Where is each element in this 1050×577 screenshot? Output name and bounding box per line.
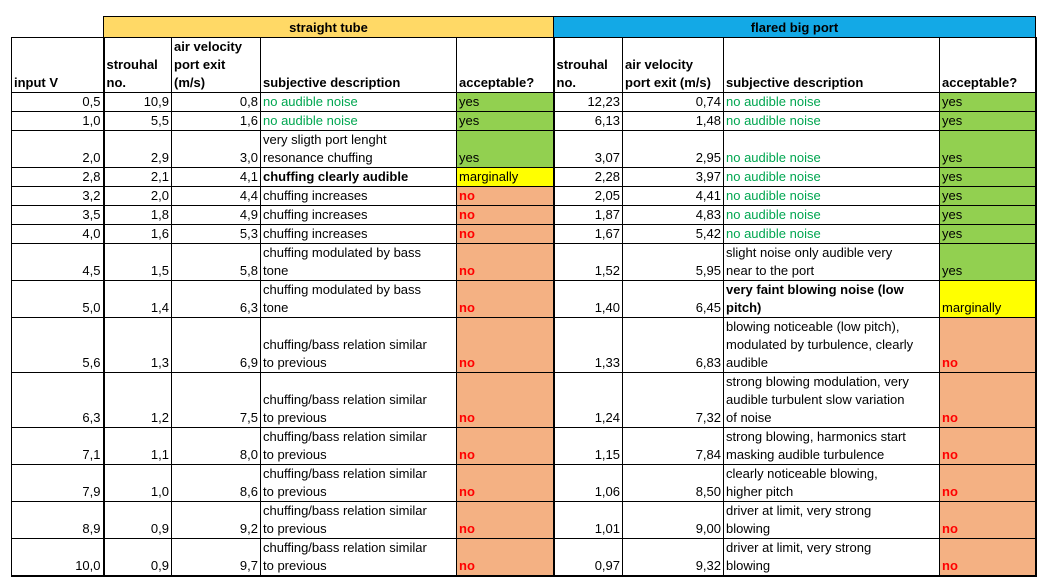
table-row (12, 281, 1036, 318)
cell-acceptable-flared: no (940, 502, 1036, 539)
cell-input-v: 4,0 (12, 225, 104, 244)
description-line: to previous (263, 484, 327, 499)
description-line: to previous (263, 355, 327, 370)
comparison-table (11, 16, 1037, 577)
description-line: resonance chuffing (263, 150, 373, 165)
cell-acceptable-straight: no (457, 281, 554, 318)
cell-air-velocity-straight: 3,0 (172, 131, 261, 168)
description-line: blowing (726, 521, 771, 536)
cell-strouhal-flared: 0,97 (554, 539, 623, 577)
cell-air-velocity-flared: 7,32 (623, 373, 724, 428)
cell-air-velocity-flared: 7,84 (623, 428, 724, 465)
description-line: driver at limit, very strong (726, 540, 872, 555)
table-row (12, 112, 1036, 131)
group-header-straight-tube: straight tube (104, 17, 554, 38)
cell-description-straight (261, 244, 457, 281)
cell-air-velocity-flared: 8,50 (623, 465, 724, 502)
cell-input-v: 7,1 (12, 428, 104, 465)
cell-description-straight (261, 502, 457, 539)
header-line: no. (556, 75, 576, 90)
col-header-strouhal-flared (554, 38, 623, 93)
cell-description-straight (261, 318, 457, 373)
cell-air-velocity-straight: 6,9 (172, 318, 261, 373)
table-row (12, 225, 1036, 244)
description-line: chuffing/bass relation similar (263, 392, 427, 407)
cell-description-straight (261, 112, 457, 131)
col-header-air-velocity-flared (623, 38, 724, 93)
table-row (12, 318, 1036, 373)
cell-air-velocity-flared: 9,00 (623, 502, 724, 539)
cell-acceptable-flared: no (940, 318, 1036, 373)
cell-acceptable-flared: no (940, 428, 1036, 465)
description-line: very faint blowing noise (low (726, 282, 904, 297)
cell-air-velocity-flared: 3,97 (623, 168, 724, 187)
cell-acceptable-straight: no (457, 187, 554, 206)
cell-air-velocity-straight: 0,8 (172, 93, 261, 112)
cell-acceptable-flared: no (940, 539, 1036, 577)
cell-description-flared (724, 206, 940, 225)
cell-strouhal-straight: 10,9 (104, 93, 172, 112)
cell-acceptable-straight: no (457, 502, 554, 539)
table-row (12, 168, 1036, 187)
description-line: no audible noise (263, 113, 358, 128)
cell-description-flared (724, 168, 940, 187)
cell-input-v: 2,8 (12, 168, 104, 187)
cell-strouhal-flared: 6,13 (554, 112, 623, 131)
description-line: to previous (263, 447, 327, 462)
table-row (12, 206, 1036, 225)
cell-description-flared (724, 93, 940, 112)
col-header-subjective-flared: subjective description (724, 38, 940, 93)
cell-description-flared (724, 131, 940, 168)
description-line: strong blowing, harmonics start (726, 429, 906, 444)
col-header-subjective-straight: subjective description (261, 38, 457, 93)
cell-strouhal-flared: 1,01 (554, 502, 623, 539)
cell-air-velocity-flared: 5,42 (623, 225, 724, 244)
description-line: pitch) (726, 300, 762, 315)
header-line: port exit (m/s) (625, 75, 711, 90)
cell-acceptable-straight: no (457, 465, 554, 502)
cell-description-straight (261, 373, 457, 428)
cell-description-straight (261, 131, 457, 168)
cell-input-v: 10,0 (12, 539, 104, 577)
cell-description-flared (724, 281, 940, 318)
cell-input-v: 5,0 (12, 281, 104, 318)
description-line: to previous (263, 410, 327, 425)
description-line: to previous (263, 558, 327, 573)
cell-strouhal-flared: 2,28 (554, 168, 623, 187)
cell-description-flared (724, 244, 940, 281)
description-line: audible turbulent slow variation (726, 392, 905, 407)
cell-description-flared (724, 465, 940, 502)
description-line: clearly noticeable blowing, (726, 466, 878, 481)
cell-acceptable-flared: yes (940, 244, 1036, 281)
cell-description-straight (261, 281, 457, 318)
cell-air-velocity-straight: 9,7 (172, 539, 261, 577)
description-line: chuffing clearly audible (263, 169, 409, 184)
cell-strouhal-straight: 1,1 (104, 428, 172, 465)
cell-air-velocity-straight: 7,5 (172, 373, 261, 428)
cell-strouhal-straight: 1,6 (104, 225, 172, 244)
cell-acceptable-straight: yes (457, 93, 554, 112)
description-line: no audible noise (726, 169, 821, 184)
table-row (12, 502, 1036, 539)
cell-input-v: 2,0 (12, 131, 104, 168)
description-line: no audible noise (726, 207, 821, 222)
description-line: strong blowing modulation, very (726, 374, 909, 389)
cell-description-flared (724, 373, 940, 428)
cell-strouhal-straight: 1,2 (104, 373, 172, 428)
description-line: masking audible turbulence (726, 447, 885, 462)
description-line: tone (263, 263, 289, 278)
header-line: strouhal (556, 57, 608, 72)
description-line: chuffing modulated by bass (263, 282, 422, 297)
cell-description-flared (724, 112, 940, 131)
description-line: chuffing/bass relation similar (263, 429, 427, 444)
cell-strouhal-straight: 1,8 (104, 206, 172, 225)
description-line: of noise (726, 410, 772, 425)
cell-description-flared (724, 318, 940, 373)
description-line: no audible noise (726, 94, 821, 109)
description-line: chuffing/bass relation similar (263, 503, 427, 518)
cell-acceptable-flared: yes (940, 131, 1036, 168)
cell-acceptable-flared: yes (940, 206, 1036, 225)
table-row (12, 131, 1036, 168)
description-line: to previous (263, 521, 327, 536)
cell-air-velocity-straight: 4,9 (172, 206, 261, 225)
description-line: chuffing/bass relation similar (263, 466, 427, 481)
cell-air-velocity-flared: 9,32 (623, 539, 724, 577)
cell-strouhal-straight: 0,9 (104, 539, 172, 577)
table-row (12, 465, 1036, 502)
cell-strouhal-straight: 1,3 (104, 318, 172, 373)
cell-input-v: 3,5 (12, 206, 104, 225)
cell-acceptable-flared: yes (940, 112, 1036, 131)
cell-description-straight (261, 168, 457, 187)
cell-strouhal-straight: 5,5 (104, 112, 172, 131)
cell-description-flared (724, 502, 940, 539)
cell-strouhal-straight: 0,9 (104, 502, 172, 539)
cell-description-flared (724, 428, 940, 465)
cell-air-velocity-straight: 8,6 (172, 465, 261, 502)
cell-description-straight (261, 539, 457, 577)
cell-strouhal-flared: 1,33 (554, 318, 623, 373)
cell-air-velocity-flared: 0,74 (623, 93, 724, 112)
description-line: driver at limit, very strong (726, 503, 872, 518)
cell-description-flared (724, 539, 940, 577)
description-line: no audible noise (726, 188, 821, 203)
cell-air-velocity-flared: 4,83 (623, 206, 724, 225)
cell-air-velocity-straight: 5,8 (172, 244, 261, 281)
description-line: chuffing/bass relation similar (263, 337, 427, 352)
cell-strouhal-flared: 1,15 (554, 428, 623, 465)
cell-strouhal-flared: 1,24 (554, 373, 623, 428)
cell-acceptable-straight: no (457, 428, 554, 465)
description-line: chuffing increases (263, 207, 368, 222)
cell-strouhal-straight: 2,0 (104, 187, 172, 206)
cell-strouhal-flared: 1,40 (554, 281, 623, 318)
cell-input-v: 1,0 (12, 112, 104, 131)
cell-air-velocity-straight: 4,1 (172, 168, 261, 187)
table-row (12, 244, 1036, 281)
description-line: tone (263, 300, 289, 315)
cell-acceptable-flared: marginally (940, 281, 1036, 318)
cell-strouhal-straight: 1,0 (104, 465, 172, 502)
header-line: port exit (174, 57, 226, 72)
cell-air-velocity-flared: 6,45 (623, 281, 724, 318)
cell-strouhal-straight: 2,9 (104, 131, 172, 168)
cell-acceptable-straight: yes (457, 131, 554, 168)
cell-input-v: 4,5 (12, 244, 104, 281)
header-line: air velocity (625, 57, 693, 72)
cell-input-v: 8,9 (12, 502, 104, 539)
col-header-strouhal-straight (104, 38, 172, 93)
cell-strouhal-flared: 1,67 (554, 225, 623, 244)
header-line: (m/s) (174, 75, 206, 90)
cell-strouhal-flared: 1,06 (554, 465, 623, 502)
cell-acceptable-flared: no (940, 465, 1036, 502)
cell-strouhal-straight: 2,1 (104, 168, 172, 187)
cell-input-v: 0,5 (12, 93, 104, 112)
cell-air-velocity-straight: 9,2 (172, 502, 261, 539)
cell-strouhal-straight: 1,5 (104, 244, 172, 281)
description-line: no audible noise (726, 226, 821, 241)
table-row (12, 539, 1036, 577)
cell-acceptable-flared: yes (940, 93, 1036, 112)
table-row (12, 187, 1036, 206)
description-line: no audible noise (263, 94, 358, 109)
cell-acceptable-straight: marginally (457, 168, 554, 187)
cell-air-velocity-flared: 2,95 (623, 131, 724, 168)
col-header-acceptable-straight: acceptable? (457, 38, 554, 93)
cell-acceptable-flared: yes (940, 187, 1036, 206)
cell-description-straight (261, 187, 457, 206)
description-line: blowing noticeable (low pitch), (726, 319, 900, 334)
cell-description-flared (724, 225, 940, 244)
cell-acceptable-straight: yes (457, 112, 554, 131)
cell-air-velocity-straight: 4,4 (172, 187, 261, 206)
cell-acceptable-straight: no (457, 539, 554, 577)
cell-acceptable-straight: no (457, 206, 554, 225)
cell-description-flared (724, 187, 940, 206)
cell-input-v: 3,2 (12, 187, 104, 206)
corner-blank (12, 17, 104, 38)
cell-air-velocity-straight: 1,6 (172, 112, 261, 131)
header-line: strouhal (106, 57, 158, 72)
description-line: no audible noise (726, 113, 821, 128)
cell-strouhal-flared: 1,52 (554, 244, 623, 281)
cell-strouhal-flared: 1,87 (554, 206, 623, 225)
cell-acceptable-flared: yes (940, 225, 1036, 244)
table-row (12, 93, 1036, 112)
col-header-input-v: input V (12, 38, 104, 93)
col-header-air-velocity-straight (172, 38, 261, 93)
description-line: very sligth port lenght (263, 132, 387, 147)
cell-acceptable-flared: yes (940, 168, 1036, 187)
description-line: chuffing/bass relation similar (263, 540, 427, 555)
header-line: no. (106, 75, 126, 90)
col-header-acceptable-flared: acceptable? (940, 38, 1036, 93)
cell-strouhal-flared: 12,23 (554, 93, 623, 112)
cell-strouhal-flared: 3,07 (554, 131, 623, 168)
cell-air-velocity-straight: 8,0 (172, 428, 261, 465)
cell-air-velocity-flared: 5,95 (623, 244, 724, 281)
header-line: air velocity (174, 39, 242, 54)
cell-strouhal-flared: 2,05 (554, 187, 623, 206)
cell-acceptable-straight: no (457, 318, 554, 373)
description-line: chuffing modulated by bass (263, 245, 422, 260)
cell-description-straight (261, 465, 457, 502)
cell-description-straight (261, 206, 457, 225)
cell-air-velocity-straight: 5,3 (172, 225, 261, 244)
cell-acceptable-flared: no (940, 373, 1036, 428)
cell-air-velocity-flared: 4,41 (623, 187, 724, 206)
table-row (12, 373, 1036, 428)
cell-input-v: 7,9 (12, 465, 104, 502)
description-line: chuffing increases (263, 188, 368, 203)
description-line: higher pitch (726, 484, 794, 499)
table-body (12, 93, 1036, 577)
cell-air-velocity-straight: 6,3 (172, 281, 261, 318)
cell-acceptable-straight: no (457, 244, 554, 281)
description-line: chuffing increases (263, 226, 368, 241)
cell-input-v: 6,3 (12, 373, 104, 428)
cell-input-v: 5,6 (12, 318, 104, 373)
cell-description-straight (261, 93, 457, 112)
cell-acceptable-straight: no (457, 225, 554, 244)
description-line: slight noise only audible very (726, 245, 893, 260)
table-row (12, 428, 1036, 465)
description-line: no audible noise (726, 150, 821, 165)
cell-air-velocity-flared: 6,83 (623, 318, 724, 373)
cell-description-straight (261, 225, 457, 244)
description-line: audible (726, 355, 768, 370)
description-line: blowing (726, 558, 771, 573)
cell-strouhal-straight: 1,4 (104, 281, 172, 318)
cell-acceptable-straight: no (457, 373, 554, 428)
cell-air-velocity-flared: 1,48 (623, 112, 724, 131)
description-line: near to the port (726, 263, 815, 278)
group-header-flared-big-port: flared big port (554, 17, 1036, 38)
cell-description-straight (261, 428, 457, 465)
description-line: modulated by turbulence, clearly (726, 337, 914, 352)
